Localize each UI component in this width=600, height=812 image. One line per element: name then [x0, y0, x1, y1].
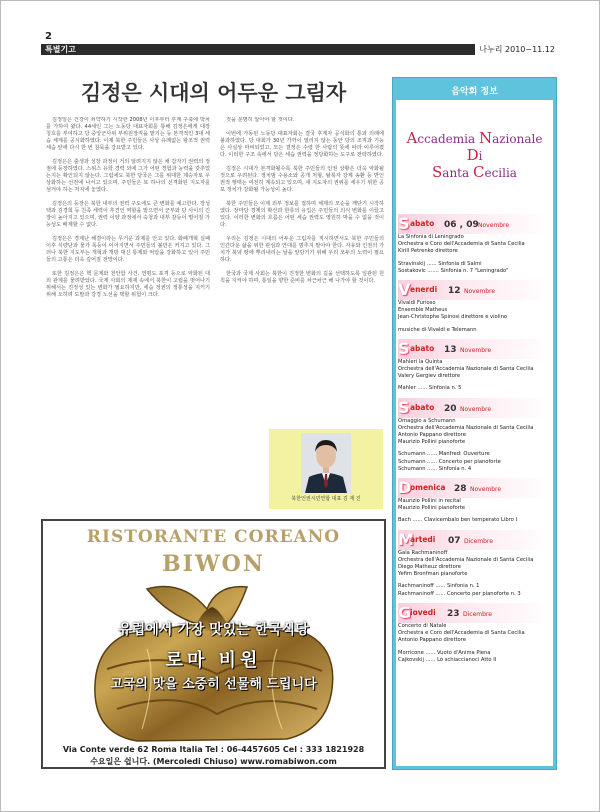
event-date-header [398, 398, 551, 418]
event-detail: Orchestra e Coro dell'Accademia di Santa Cecilia [398, 241, 525, 248]
event-initial: G [398, 602, 412, 622]
event-weekday: iovedi [410, 607, 436, 617]
event-title: Concerto di Natale [398, 622, 447, 629]
event-detail: Antonio Pappano direttore [398, 637, 466, 644]
event-detail: Orchestra dell'Accademia Nazionale di Santa Cecilia [398, 556, 534, 563]
event-detail: Ensemble Matheus [398, 307, 448, 314]
ad-address: Via Conte verde 62 Roma Italia Tel : 06-4457605 Cel : 333 1821928 [62, 745, 365, 754]
sidebar-header: 음악회 정보 [451, 87, 498, 97]
paragraph: 이번에 가동된 노동당 대표자회는 결국 후계자 공식화의 통과 의례에 불과하였다. 당 대회가 30년 가까이 열리지 않는 동안 당의 조직과 기능은 사실상 마비되었고, 모든 결정은 수령 한 사람의 뜻에 따라 이루어졌다. 이러한 구조 속에서 당은 세습 권력을 정당화하는 도구로 전락하였다. [220, 131, 384, 158]
event-month: Dicembre [464, 537, 493, 545]
event-title: Mahleri la Quinta [398, 358, 443, 365]
event-month: Novembre [460, 405, 492, 413]
event-list [398, 214, 551, 669]
event-title: Gala Rachmaninoff [398, 549, 448, 556]
article-column-1 [46, 117, 210, 306]
paragraph: 북한 주민들은 이제 외부 정보를 접하며 체제의 모순을 깨닫기 시작하였다. 장마당 경제의 확산과 한류의 유입은 주민들의 의식 변화를 이끌고 있다. 이러한 변화의 흐름은 어떤 세습 권력도 영원히 막을 수 없을 것이다. [220, 201, 384, 228]
event-item [398, 603, 551, 664]
event-detail: Yefim Bronfman pianoforte [398, 571, 468, 578]
event-detail: Kirill Petrenko direttore [398, 248, 458, 255]
event-item [398, 478, 551, 525]
concert-sidebar [392, 77, 557, 770]
section-label: 특별기고 [45, 45, 76, 54]
paragraph: 것을 분명히 알아야 할 것이다. [226, 117, 295, 123]
event-detail: Valery Gergiev direttore [398, 373, 461, 380]
ad-slogan-1: 유럽에서 가장 맛있는 한국식당 [118, 622, 309, 638]
paragraph: 김정은 시대가 본격화될수록 북한 주민들의 인권 상황은 더욱 악화될 것으로 우려된다. 정치범 수용소와 공개 처형, 탈북자 강제 송환 등 반인권적 행태는 여전히 계속되고 있으며, 새 지도자의 권위를 세우기 위한 공포 정치가 강화될 가능성이 높다. [220, 166, 384, 193]
event-weekday: omenica [410, 483, 446, 493]
event-date-header [398, 530, 551, 550]
paragraph: 우리는 김정은 시대의 어두운 그림자를 직시하면서도 북한 주민들의 인간다운 삶을 위한 관심과 연대를 멈추지 말아야 한다. 자유와 인권의 가치가 북녘 땅에 뿌리내리는 날을 앞당기기 위해 우리 모두의 노력이 필요하다. [220, 236, 384, 263]
event-detail: Schumann ...... Concerto per pianoforte [398, 458, 501, 465]
event-detail: Antonio Pappano direttore [398, 432, 466, 439]
event-initial: V [398, 280, 411, 300]
event-date: 28 [454, 484, 467, 495]
event-date: 20 [444, 403, 457, 414]
event-date: 23 [447, 608, 460, 619]
publication-date: 나누리 2010~11.12 [475, 44, 557, 55]
event-initial: D [398, 478, 412, 498]
photo-caption: 북한인권시민연합 대표 김 재 진 [291, 496, 361, 502]
author-photo [301, 433, 351, 493]
event-weekday: abato [410, 219, 435, 228]
event-month: Novembre [470, 486, 502, 494]
event-initial: S [398, 397, 410, 417]
event-detail: Mahler ...... Sinfonia n. 5 [398, 385, 462, 392]
paragraph: 한국과 국제 사회는 북한이 진정한 변화의 길을 선택하도록 일관된 원칙을 지켜야 하며, 통일을 향한 준비를 차근차근 해 나가야 할 것이다. [220, 271, 384, 284]
event-title: Omaggio a Schumann [398, 417, 456, 424]
ad-opening-info: 수요일은 쉽니다. (Mercoledi Chiuso) www.romabiwon.com [90, 757, 337, 766]
event-date: 07 [448, 535, 461, 546]
event-initial: S [398, 338, 410, 358]
event-detail: Jean-Christophe Spinosi direttore e violino [398, 314, 508, 321]
event-detail: musiche di Vivaldi e Telemann [398, 326, 477, 333]
event-date-header [398, 603, 551, 623]
event-detail: Orchestra dell'Accademia Nazionale di Santa Cecilia [398, 424, 534, 431]
event-detail: Stravinskij ...... Sinfonia di Salmi [398, 260, 482, 267]
event-detail: Orchestra e Coro dell'Accademia di Santa Cecilia [398, 630, 525, 637]
event-date-header [398, 214, 551, 234]
event-date-header [398, 478, 551, 498]
event-detail: Cajkovskij ...... Lo schiaccianoci Atto II [398, 656, 497, 663]
event-month: Dicembre [463, 610, 492, 618]
event-date: 06 , 09 [444, 220, 479, 230]
event-weekday: abato [410, 402, 435, 412]
page-number: 2 [45, 31, 52, 42]
sidebar-content [396, 100, 553, 766]
restaurant-ad [41, 519, 386, 769]
event-date-header [398, 280, 551, 300]
event-item [398, 530, 551, 598]
event-item [398, 398, 551, 473]
paragraph: 김정은의 등장은 북한 내부의 권력 구도에도 큰 변화를 예고한다. 장성택과 김경희 등 친족 세력이 후견인 역할을 맡으면서 군부와 당 사이의 긴장이 높아지고 있으며, 권력 이양 과정에서 숙청과 내부 갈등이 벌어질 가능성도 배제할 수 없다. [46, 201, 210, 228]
paragraph: 또한 김정은은 핵 문제와 천안함 사건, 연평도 포격 등으로 악화된 대외 관계를 물려받았다. 국제 사회의 제재 속에서 북한이 고립을 벗어나기 위해서는 진정성 있는 변화가 필요하지만, 세습 정권의 정통성을 지키기 위해 오히려 도발과 강경 노선을 택할 위험이 크다. [46, 271, 210, 298]
event-date-header [398, 339, 551, 359]
event-detail: Bach ...... Clavicembalo ben temperato Libro I [398, 517, 518, 524]
academy-logo: Accademia Nazionale Di Santa Cecilia [406, 129, 543, 181]
author-photo-box [269, 429, 383, 509]
paragraph: 김정일은 건강이 쇠약하기 시작한 2008년 이후부터 후계 구축에 박차를 가하여 왔다. 44세인 그는 노동당 대표자회를 통해 김정은에게 대장 칭호를 부여하고 당 중앙군사위 부위원장직을 맡기는 등 본격적인 3대 세습 체제를 공식화하였다. 이제 북한 주민들은 사상 유례없는 왕조적 권력 세습 앞에 다시 한 번 침묵을 강요받고 있다. [46, 117, 210, 151]
paragraph: 김정은은 경제난 해결이라는 무거운 과제를 안고 있다. 화폐개혁 실패 이후 식량난과 물가 폭등이 이어지면서 주민들의 불만은 커지고 있다. 그러나 북한 지도부는 개혁과 개방 대신 통제와 억압을 강화하고 있어 주민들의 고통은 더욱 깊어질 전망이다. [46, 236, 210, 263]
event-item [398, 339, 551, 393]
event-detail: Schumann ...... Manfred: Ouverture [398, 451, 490, 458]
event-date: 13 [444, 344, 457, 355]
event-weekday: enerdi [410, 285, 438, 295]
event-detail: Sostakovic ....... Sinfonia n. 7 "Leningrado" [398, 267, 509, 274]
event-detail: Rachmaninoff ...... Sinfonia n. 1 [398, 583, 480, 590]
event-detail: Orchestra dell'Accademia Nazionale di Santa Cecilia [398, 366, 534, 373]
event-item [398, 280, 551, 334]
article-column-2 [220, 117, 384, 292]
event-item [398, 214, 551, 275]
event-detail: Morricone ...... Vuoto d'Anima Piena [398, 649, 491, 656]
event-title: Vivaldi Furioso [398, 300, 436, 307]
event-detail: Rachmaninoff ...... Concerto per pianoforte n. 3 [398, 590, 521, 597]
event-weekday: artedi [410, 534, 436, 544]
portrait-icon [301, 433, 351, 493]
event-weekday: abato [410, 343, 435, 353]
event-date: 12 [448, 286, 461, 297]
paragraph: 김정은은 출생과 성장 과정이 거의 알려지지 않은 채 갑자기 권력의 정점에 등장하였다. 스위스 유학 경력 외에 그가 어떤 경험과 능력을 갖추었는지는 확인되지 않는다. 그럼에도 북한 당국은 그를 위대한 계승자로 우상화하는 선전에 나서고 있으며, 주민들은 또 하나의 신격화된 지도자를 섬겨야 하는 처지에 놓였다. [46, 159, 210, 193]
ad-restaurant-name: BIWON [162, 551, 265, 577]
article-title: 김정은 시대의 어두운 그림자 [80, 81, 347, 105]
ad-slogan-2: 로마 비원 [165, 650, 262, 671]
event-month: Novembre [464, 288, 496, 296]
ad-slogan-3: 고국의 맛을 소중히 선물해 드립니다 [110, 677, 317, 692]
event-detail: Diego Matheuz direttore [398, 564, 461, 571]
event-initial: M [398, 529, 414, 549]
event-detail: Schumann ...... Sinfonia n. 4 [398, 465, 472, 472]
event-title: Maurizio Pollini in recital [398, 498, 461, 505]
event-detail: Maurizio Pollini pianoforte [398, 505, 466, 512]
event-month: Novembre [478, 222, 510, 229]
event-title: La Sinfonia di Leningrado [398, 234, 464, 240]
event-detail: Maurizio Pollini pianoforte [398, 439, 466, 446]
event-initial: S [398, 214, 410, 233]
event-month: Novembre [460, 346, 492, 354]
ad-title: RISTORANTE COREANO [86, 527, 341, 547]
